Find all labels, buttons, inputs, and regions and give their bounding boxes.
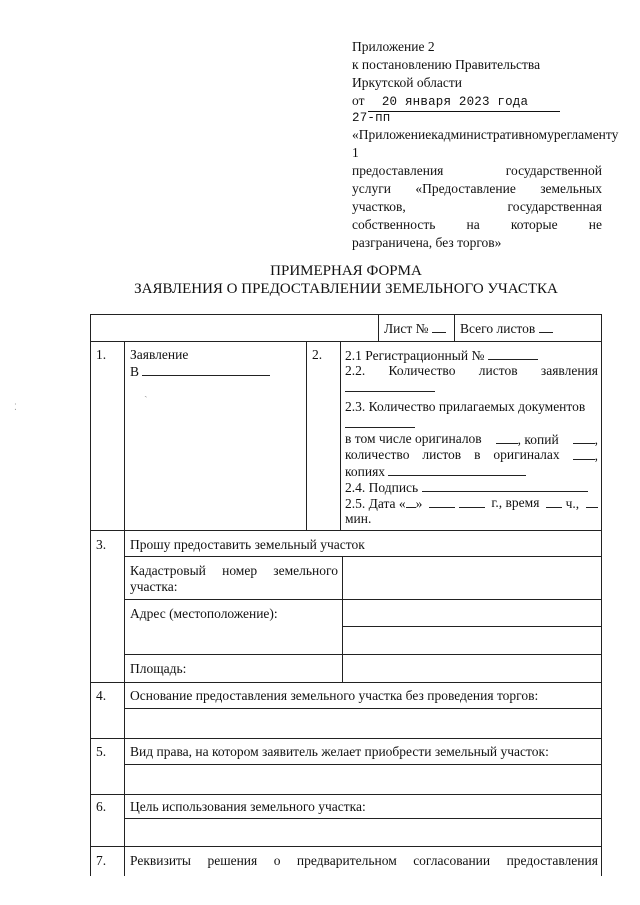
section-4-label: Основание предоставления земельного участка без проведения торгов: [130, 688, 539, 703]
month-field[interactable] [429, 495, 455, 508]
regulation-reference: «Приложение 1 к административному регламенту предоставления государственной услуги «Предоставление земельных участков, государственная собственность на которые не разграничена, без торгов» [352, 127, 619, 250]
registration-number: 2.1 Регистрационный № [345, 347, 538, 364]
attached-documents-field[interactable] [345, 415, 415, 428]
appendix-number: Приложение 2 [352, 39, 435, 54]
signature-line: 2.4. Подпись [345, 479, 588, 496]
cadastral-number-field[interactable] [344, 558, 600, 598]
year-field[interactable] [459, 495, 485, 508]
area-label: Площадь: [130, 661, 187, 676]
total-sheets-label: Всего листов [460, 320, 553, 337]
section-6-number: 6. [96, 799, 107, 814]
copies-sheets-field[interactable] [388, 463, 526, 476]
section-6-field[interactable] [126, 820, 600, 845]
sheet-number-field[interactable] [432, 320, 446, 333]
section-4-number: 4. [96, 688, 107, 703]
section-3-label: Прошу предоставить земельный участок [130, 537, 365, 552]
form-title: ПРИМЕРНАЯ ФОРМА ЗАЯВЛЕНИЯ О ПРЕДОСТАВЛЕНИИ ЗЕМЕЛЬНОГО УЧАСТКА [134, 263, 558, 297]
section-5-label: Вид права, на котором заявитель желает приобрести земельный участок: [130, 744, 549, 759]
section-4-field[interactable] [126, 710, 600, 737]
section-7-label: Реквизиты решения о предварительном согласовании предоставления [130, 853, 598, 868]
scan-speck: ⁚ [14, 402, 17, 412]
section-5-field[interactable] [126, 766, 600, 793]
minutes-label: мин. [345, 511, 372, 526]
section-3-number: 3. [96, 537, 107, 552]
signature-field[interactable] [422, 479, 588, 492]
recipient-line: В [130, 363, 270, 380]
day-field[interactable] [406, 495, 416, 508]
row-divider [90, 738, 602, 739]
originals-field[interactable] [496, 431, 518, 444]
section-7-number: 7. [96, 853, 107, 868]
section-6-label: Цель использования земельного участка: [130, 799, 366, 814]
application-sheets-count: 2.2. Количество листов заявления [345, 363, 598, 378]
address-label: Адрес (местоположение): [130, 606, 278, 621]
originals-copies-line: в том числе оригиналов , копий , [345, 431, 598, 447]
hour-field[interactable] [546, 495, 562, 508]
section-1-number: 1. [96, 347, 107, 362]
section-1-label: Заявление [130, 347, 189, 362]
sheet-number-label: Лист № [384, 320, 446, 337]
copies-field[interactable] [573, 431, 595, 444]
address-field[interactable] [344, 601, 600, 653]
appendix-resolution: к постановлению Правительства [352, 57, 541, 72]
row-divider [90, 682, 602, 683]
appendix-header [352, 38, 602, 127]
scan-speck: ˏ [144, 386, 148, 398]
total-sheets-field[interactable] [539, 320, 553, 333]
recipient-field[interactable] [142, 363, 270, 376]
cadastral-number-label: Кадастровый номер земельного [130, 563, 338, 578]
minute-field[interactable] [586, 495, 598, 508]
originals-sheets-field[interactable] [573, 447, 595, 460]
application-sheets-field[interactable] [345, 379, 435, 392]
date-time-line: 2.5. Дата « » г., время ч., [345, 495, 598, 512]
appendix-region: Иркутской области [352, 75, 463, 90]
appendix-doc-number: 27-пп [352, 111, 391, 125]
appendix-date: 20 января 2023 года [368, 93, 560, 112]
attached-documents-count: 2.3. Количество прилагаемых документов [345, 399, 586, 414]
row-divider [90, 794, 602, 795]
appendix-date-line: от 20 января 2023 года [352, 92, 602, 112]
copies-sheets-line: копиях [345, 463, 526, 480]
section-2-number: 2. [312, 347, 323, 362]
section-5-number: 5. [96, 744, 107, 759]
area-field[interactable] [344, 656, 600, 681]
registration-number-field[interactable] [488, 347, 538, 360]
row-divider [90, 530, 602, 531]
originals-sheets-line: количество листов в оригиналах , [345, 447, 598, 463]
row-divider [90, 846, 602, 847]
row-divider [90, 341, 602, 342]
